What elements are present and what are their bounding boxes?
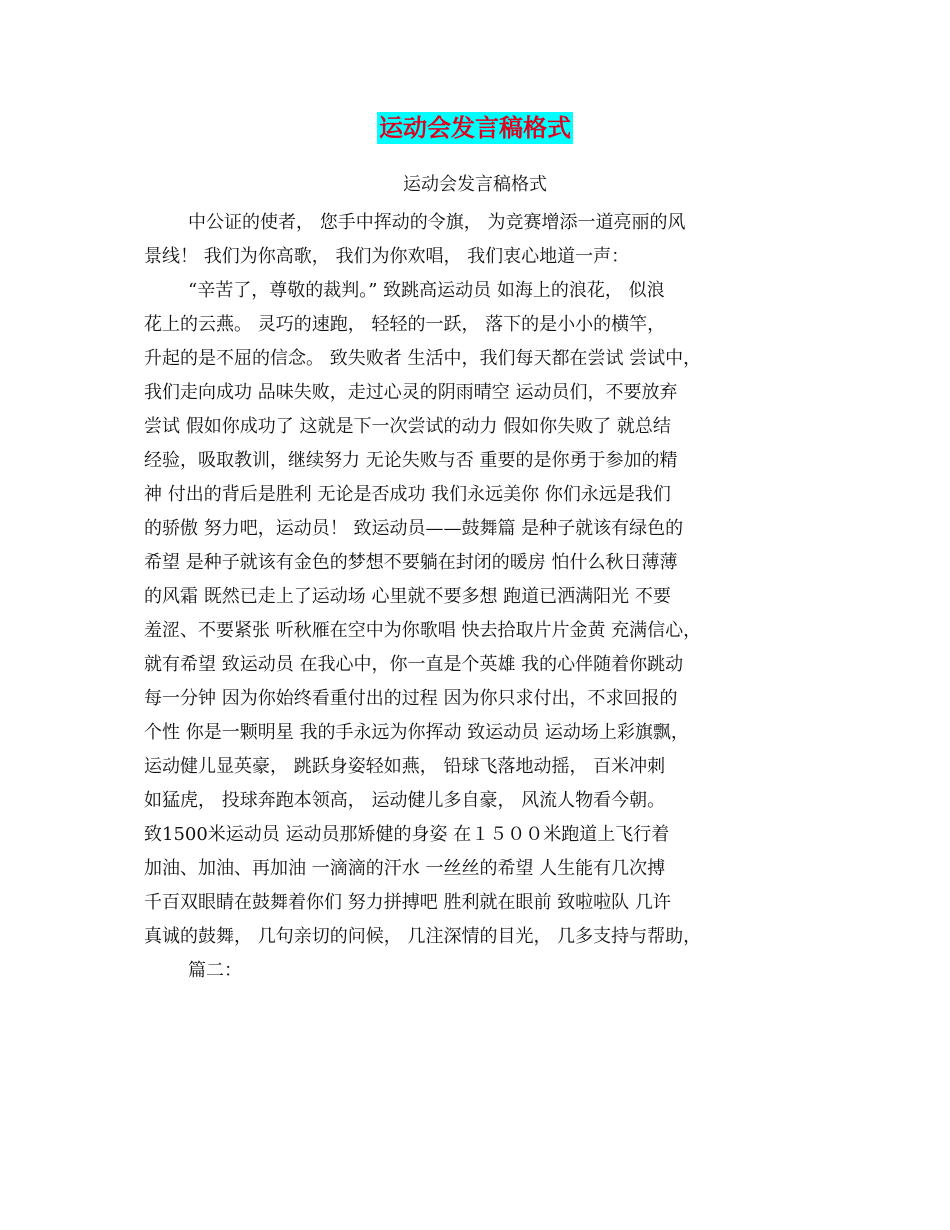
paragraph-line: 加油、加油、再加油 一滴滴的汗水 一丝丝的希望 人生能有几次搏 bbox=[144, 858, 666, 879]
paragraph-line: 花上的云燕。 灵巧的速跑， 轻轻的一跃， 落下的是小小的横竿， bbox=[144, 314, 666, 335]
paragraph-line: 千百双眼睛在鼓舞着你们 努力拼搏吧 胜利就在眼前 致啦啦队 几许 bbox=[144, 892, 671, 913]
paragraph-line: 希望 是种子就该有金色的梦想不要躺在封闭的暖房 怕什么秋日薄薄 bbox=[144, 552, 678, 573]
document-subtitle: 运动会发言稿格式 bbox=[403, 174, 547, 195]
paragraph-line: 神 付出的背后是胜利 无论是否成功 我们永远美你 你们永远是我们 bbox=[144, 484, 671, 505]
paragraph-line: 的骄傲 努力吧，运动员！ 致运动员——鼓舞篇 是种子就该有绿色的 bbox=[144, 518, 684, 539]
paragraph-line: 的风霜 既然已走上了运动场 心里就不要多想 跑道已洒满阳光 不要 bbox=[144, 586, 671, 607]
paragraph-line: 如猛虎， 投球奔跑本领高， 运动健儿多自豪， 风流人物看今朝。 bbox=[144, 790, 666, 811]
paragraph-line: 中公证的使者， 您手中挥动的令旗， 为竞赛增添一道亮丽的风 bbox=[188, 212, 686, 233]
paragraph-line: 运动健儿显英豪， 跳跃身姿轻如燕， 铅球飞落地动摇， 百米冲刺 bbox=[144, 756, 666, 777]
section-heading: 篇二： bbox=[188, 960, 242, 981]
paragraph-line: 经验，吸取教训，继续努力 无论失败与否 重要的是你勇于参加的精 bbox=[144, 450, 678, 471]
document-title: 运动会发言稿格式 bbox=[379, 114, 571, 142]
paragraph-line: 个性 你是一颗明星 我的手永远为你挥动 致运动员 运动场上彩旗飘， bbox=[144, 722, 689, 743]
paragraph-line: 羞涩、不要紧张 听秋雁在空中为你歌唱 快去拾取片片金黄 充满信心， bbox=[144, 620, 702, 641]
paragraph-line: 尝试 假如你成功了 这就是下一次尝试的动力 假如你失败了 就总结 bbox=[144, 416, 671, 437]
document-body bbox=[144, 206, 824, 988]
paragraph-line: 致1500米运动员 运动员那矫健的身姿 在１５００米跑道上飞行着 bbox=[144, 824, 670, 845]
paragraph-line: 每一分钟 因为你始终看重付出的过程 因为你只求付出，不求回报的 bbox=[144, 688, 678, 709]
paragraph-line: 我们走向成功 品味失败，走过心灵的阴雨晴空 运动员们，不要放弃 bbox=[144, 382, 678, 403]
paragraph-line: 升起的是不屈的信念。 致失败者 生活中，我们每天都在尝试 尝试中， bbox=[144, 348, 702, 369]
paragraph-line: “辛苦了，尊敬的裁判。” 致跳高运动员 如海上的浪花， 似浪 bbox=[188, 280, 665, 301]
paragraph-line: 就有希望 致运动员 在我心中，你一直是个英雄 我的心伴随着你跳动 bbox=[144, 654, 684, 675]
paragraph-line: 景线！ 我们为你高歌， 我们为你欢唱， 我们衷心地道一声： bbox=[144, 246, 630, 267]
title-container bbox=[0, 112, 950, 144]
paragraph-line: 真诚的鼓舞， 几句亲切的问候， 几注深情的目光， 几多支持与帮助， bbox=[144, 926, 702, 947]
